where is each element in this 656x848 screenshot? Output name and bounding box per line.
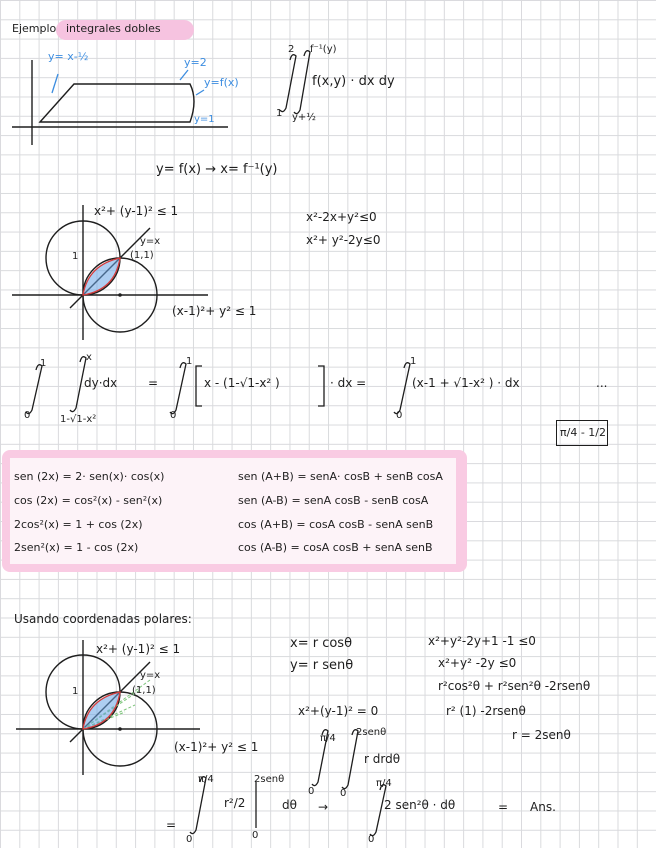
identity-left-2: cos (2x) = cos²(x) - sen²(x) [14, 494, 163, 507]
polar-point-label: (1,1) [132, 685, 156, 696]
polar-step-1: x²+y²-2y+1 -1 ≤0 [428, 634, 536, 648]
inverse-eq: y= f(x) → x= f⁻¹(y) [156, 162, 278, 177]
iter-dots: ... [596, 376, 608, 390]
identity-right-1: sen (A+B) = senA· cosB + senB cosA [238, 470, 443, 483]
polar-step-3: r²cos²θ + r²sen²θ -2rsenθ [438, 679, 591, 693]
fig2-point-label: (1,1) [130, 250, 154, 261]
iter-upper3: 1 [186, 356, 193, 367]
fig1-label-left: y= x-½ [48, 50, 89, 63]
polar-int-upper-inner: 2senθ [356, 727, 387, 738]
fig2-line-label: y=x [140, 236, 161, 247]
polar-y-eq: y= r senθ [290, 658, 354, 673]
polar-eq-zero: x²+(y-1)² = 0 [298, 704, 379, 718]
fig1-arrow-top [180, 70, 188, 80]
polar-step-5: r = 2senθ [512, 728, 571, 742]
final-eq: = [166, 818, 177, 832]
identity-right-2: sen (A-B) = senA cosB - senB cosA [238, 494, 429, 507]
title-word: Ejemplo [12, 22, 57, 35]
fig2-circle-right-eq: (x-1)²+ y² ≤ 1 [172, 304, 257, 318]
iter-integrand4: (x-1 + √1-x² ) · dx [412, 376, 520, 390]
final-upper2: π/4 [376, 778, 392, 789]
identity-left-1: sen (2x) = 2· sen(x)· cos(x) [14, 470, 165, 483]
fig2-expand1: x²-2x+y²≤0 [306, 210, 377, 224]
polar-int-lower-inner: 0 [340, 788, 347, 799]
iter-upper4: 1 [410, 356, 417, 367]
polar-tick-label: 1 [72, 686, 79, 697]
iter-upper1: 1 [40, 358, 47, 369]
fig1-int-lower-inner: y+½ [292, 112, 316, 123]
identity-left-3: 2cos²(x) = 1 + cos (2x) [14, 518, 143, 531]
iter-tail: · dx = [330, 376, 367, 390]
fig1-int-upper-inner: f⁻¹(y) [310, 44, 337, 55]
final-lower: 0 [186, 834, 193, 845]
identity-right-4: cos (A-B) = cosA cosB + senA senB [238, 541, 433, 554]
polar-int-lower-outer: 0 [308, 786, 315, 797]
final-lower2: 0 [368, 834, 375, 845]
fig1-graph [12, 60, 228, 145]
iter-bracket: x - (1-√1-x² ) [204, 376, 280, 390]
final-arrow: → [318, 800, 329, 814]
iter-lower3: 0 [170, 410, 177, 421]
final-upper: π/4 [198, 774, 214, 785]
final-eval-upper: 2senθ [254, 774, 285, 785]
final-dtheta: dθ [282, 798, 297, 812]
fig1-int-integrand: f(x,y) · dx dy [312, 74, 395, 89]
fig2-circle-top-eq: x²+ (y-1)² ≤ 1 [94, 204, 179, 218]
final-integrand: 2 sen²θ · dθ [384, 798, 456, 812]
identity-left-4: 2sen²(x) = 1 - cos (2x) [14, 541, 139, 554]
final-eq2: = [498, 800, 509, 814]
polar-circle-top-eq: x²+ (y-1)² ≤ 1 [96, 642, 181, 656]
iter-eq1: = [148, 376, 159, 390]
fig1-int-lower-outer: 1 [276, 108, 283, 119]
polar-step-4: r² (1) -2rsenθ [446, 704, 526, 718]
identity-right-3: cos (A+B) = cosA cosB - senA senB [238, 518, 434, 531]
iter-integrand1: dy·dx [84, 376, 118, 390]
polar-circle-right-eq: (x-1)²+ y² ≤ 1 [174, 740, 259, 754]
polar-int-integrand: r drdθ [364, 752, 401, 766]
fig1-label-top: y=2 [184, 56, 207, 69]
polar-x-eq: x= r cosθ [290, 636, 353, 651]
iter-lower1: 0 [24, 410, 31, 421]
fig2-expand2: x²+ y²-2y≤0 [306, 233, 381, 247]
result-value: π/4 - 1/2 [560, 426, 606, 439]
fig1-int-upper-outer: 2 [288, 44, 295, 55]
fig1-label-right: y=f(x) [204, 76, 239, 89]
fig1-arrow-left [52, 74, 58, 93]
fig1-arrow-right [196, 90, 204, 95]
fig2-tick-label: 1 [72, 251, 79, 262]
final-eval-lower: 0 [252, 830, 259, 841]
integral-sign-outer [280, 55, 296, 112]
integral-sign-inner [294, 51, 310, 114]
iter-lower4: 0 [396, 410, 403, 421]
polar-line-label: y=x [140, 670, 161, 681]
polar-heading: Usando coordenadas polares: [14, 612, 192, 626]
polar-int-upper-outer: π/4 [320, 733, 336, 744]
iter-upper2: x [86, 352, 92, 363]
iter-lower2: 1-√1-x² [60, 414, 97, 425]
polar-step-2: x²+y² -2y ≤0 [438, 656, 517, 670]
title-highlight-text: integrales dobles [66, 22, 161, 35]
final-frac: r²/2 [224, 796, 246, 810]
fig1-label-bottom: y=1 [194, 114, 215, 125]
final-ans: Ans. [530, 800, 556, 814]
